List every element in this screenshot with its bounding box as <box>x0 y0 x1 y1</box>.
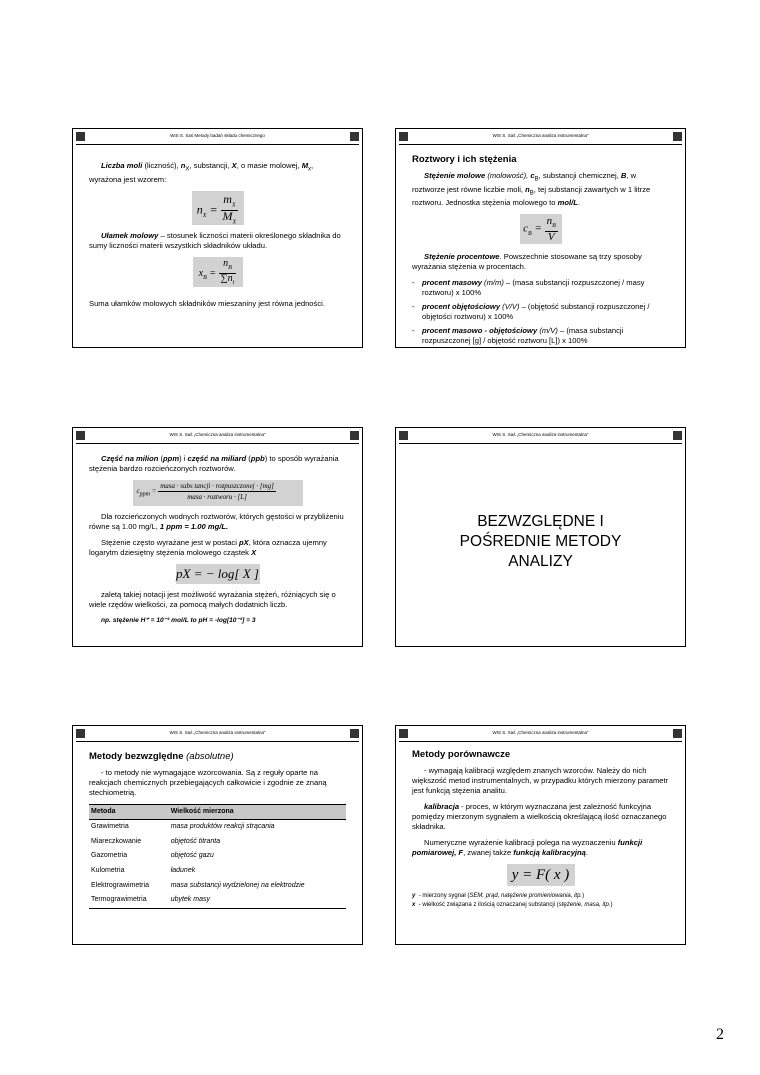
table-row: Elektrograwimetria masa substancji wydzielonej na elektrodzie <box>91 881 305 889</box>
logo-icon <box>350 431 359 440</box>
logo-icon <box>350 729 359 738</box>
slide-2 <box>395 128 686 348</box>
logo-icon <box>350 132 359 141</box>
list-item: - procent masowo - objętościowy (m/V) – (masa substancji rozpuszczonej [g] / objętość roztworu [L]) x 100% <box>412 326 669 346</box>
formula-mole-fraction: $x_B$ = $\frac{n_B}{\sum n_i}$ <box>193 257 243 287</box>
paragraph: Stężenie procentowe. Powszechnie stosowane są trzy sposoby wyrażania stężenia w procentach. <box>412 252 642 272</box>
table-row: Kulometria ładunek <box>91 867 196 875</box>
formula-calibration: y = F( x ) <box>507 864 575 886</box>
table-row: Termograwimetria ubytek masy <box>89 893 346 908</box>
slide-header <box>76 729 359 742</box>
paragraph: Numeryczne wyrażenie kalibracji polega na wyznaczeniu funkcji pomiarowej, F, zwanej także funkcją kalibracyjną. <box>412 838 643 857</box>
formula-molar-concentration: $c_B$ = $\frac{n_B}{V}$ <box>520 214 562 244</box>
slide-header <box>399 132 682 145</box>
logo-icon <box>673 132 682 141</box>
list-item: - procent masowy (m/m) – (masa substancji rozpuszczonej / masy roztworu) x 100% <box>412 278 669 298</box>
table-row: Grawimetria masa produktów reakcji strącania <box>91 823 275 831</box>
slide-header <box>76 431 359 444</box>
slide-header <box>76 132 359 145</box>
slide-title: Metody bezwzględne (absolutne) <box>89 751 234 762</box>
section-title: BEZWZGLĘDNE I POŚREDNIE METODY ANALIZY <box>459 513 622 570</box>
paragraph: - to metody nie wymagające wzorcowania. Są z reguły oparte na reakcjach chemicznych przebiegających całkowicie i zgodnie ze znaną stechiometrią. <box>89 768 327 797</box>
paragraph: Część na milion (ppm) i część na miliard (ppb) to sposób wyrażania stężenia bardzo rozcieńczonych roztworów. <box>89 454 339 473</box>
paragraph: Liczba moli (liczność), $n_X$, substancji, X, o masie molowej, $M_x$, wyrażona jest wzorem: <box>89 161 314 184</box>
percent-list <box>412 278 669 346</box>
slide-header <box>399 431 682 444</box>
legend-y: y - mierzony sygnał (SEM, prąd, natężenie promieniowania, itp.) <box>412 893 585 899</box>
slide-title: Roztwory i ich stężenia <box>412 154 517 165</box>
list-item: - procent objętościowy (V/V) – (objętość substancji rozpuszczonej / objętości roztworu) x 100% <box>412 302 669 322</box>
slide-title: Metody porównawcze <box>412 749 511 760</box>
slide-3 <box>72 427 363 647</box>
page-number: 2 <box>716 1026 724 1043</box>
slide-4 <box>395 427 686 647</box>
formula-mole-number: $n_X$ = $\frac{m_X}{M_X}$ <box>192 191 244 225</box>
paragraph: Stężenie molowe (molowość), $c_B$, substancji chemicznej, B, w roztworze jest równe liczbie moli, $n_B$, tej substancji zawartych w 1 litrze roztworu. Jednostka stężenia molowego to mol/L. <box>412 171 651 208</box>
header-text: WIS S. Saś „Chemiczna analiza instrumentalna” <box>169 432 266 437</box>
legend-x: x - wielkość związana z ilością oznaczanej substancji (stężenie, masa, itp.) <box>412 902 613 908</box>
slide-header <box>399 729 682 742</box>
paragraph: Dla rozcieńczonych wodnych roztworów, których gęstości w przybliżeniu równe są 1.00 mg/L, 1 ppm = 1.00 mg/L. <box>89 512 344 531</box>
paragraph: - wymagają kalibracji względem znanych wzorców. Należy do nich większość metod instrumentalnych, w przypadku których mierzony parametr jest funkcją stężenia analitu. <box>412 766 669 795</box>
paragraph: zaletą takiej notacji jest możliwość wyrażania stężeń, różniących się o wiele rzędów wielkości, za pomocą małych dodatnich liczb. <box>89 590 336 609</box>
header-text: WIS S. Saś „Chemiczna analiza instrumentalna” <box>492 730 589 735</box>
legend <box>412 892 669 910</box>
column-header: Metoda <box>89 805 169 820</box>
paragraph: Ułamek molowy – stosunek liczności materii określonego składnika do sumy liczności materii wszystkich składników układu. <box>89 230 341 250</box>
column-header: Wielkość mierzona <box>169 805 346 820</box>
slide-5 <box>72 725 363 945</box>
paragraph: kalibracja - proces, w którym wyznaczana jest zależność funkcyjna pomiędzy mierzonym sygnałem a wielkością określającą ilość oznaczanego składnika. <box>412 802 667 831</box>
paragraph: Stężenie często wyrażane jest w postaci pX, która oznacza ujemny logarytm dziesiętny stężenia molowego cząstek X <box>89 538 327 557</box>
paragraph: np. stężenie H⁺ = 10⁻³ mol/L to pH = -log[10⁻³] = 3 <box>101 617 256 624</box>
formula-ppm: $c_{ppm}$ = $\frac{\text{masa · subs tancji · rozpuszczonej · [mg]}}{\text{masa · roztworu · [L]}}$ <box>133 480 303 506</box>
logo-icon <box>673 431 682 440</box>
formula-px: pX = − log[ X ] <box>176 564 260 584</box>
table-row: Gazometria objętość gazu <box>91 852 214 860</box>
header-text: WIS S. Saś „Chemiczna analiza instrumentalna” <box>169 730 266 735</box>
slide-6 <box>395 725 686 945</box>
paragraph: Suma ułamków molowych składników mieszaniny jest równa jedności. <box>89 298 325 308</box>
header-text: WIS S. Saś Metody badań składu chemicznego <box>170 133 265 138</box>
table-row: Miareczkowanie objętość titranta <box>91 837 221 845</box>
logo-icon <box>673 729 682 738</box>
slide-1 <box>72 128 363 348</box>
header-text: WIS S. Saś „Chemiczna analiza instrumentalna” <box>492 133 589 138</box>
methods-table <box>89 804 346 909</box>
header-text: WIS S. Saś „Chemiczna analiza instrumentalna” <box>492 432 589 437</box>
